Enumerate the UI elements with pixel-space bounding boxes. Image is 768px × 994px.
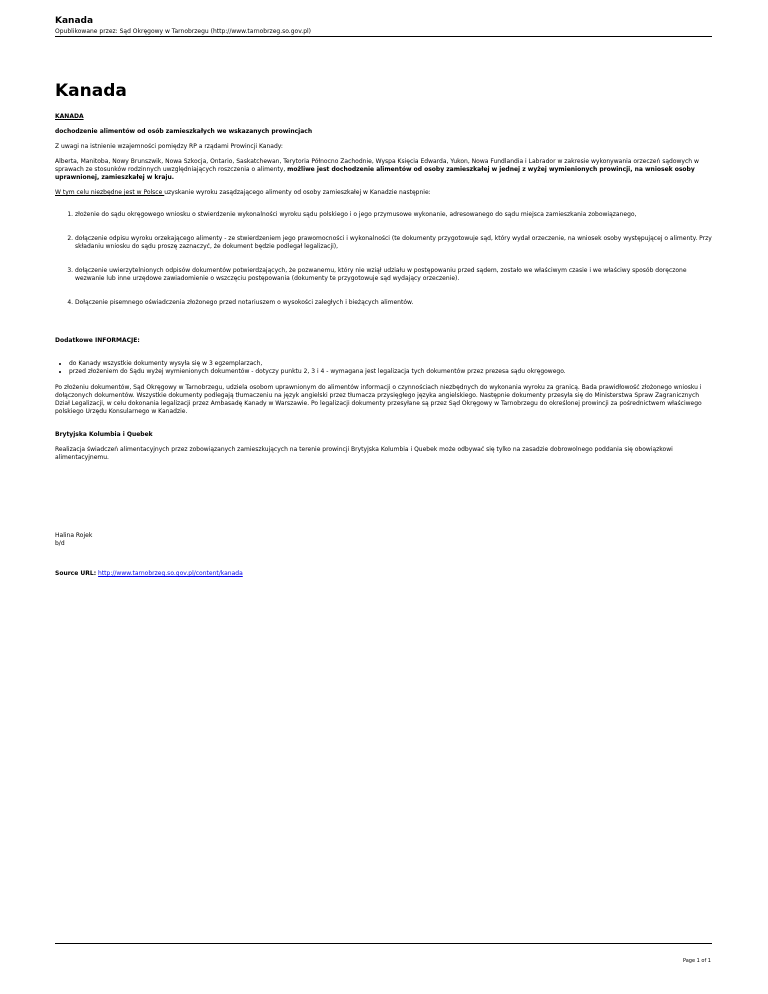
steps-list — [55, 211, 712, 307]
provinces-bold-text: możliwe jest dochodzenie alimentów od osoby zamieszkałej w jednej z wyżej wymienionych prowincji, na wniosek osoby uprawnionej, zamieszkałej w kraju. — [55, 166, 695, 181]
intro-paragraph: Z uwagi na istnienie wzajemności pomiędzy RP a rządami Prowincji Kanady: — [55, 143, 283, 150]
provinces-text: Alberta, Manitoba, Nowy Brunszwik, Nowa Szkocja, Ontario, Saskatchewan, Terytoria Północno Zachodnie, Wyspa Księcia Edwarda, Yukon, Nowa Fundlandia i Labrador w zakresie wykonywania orzeczeń sądowych w sprawach ze stosunków rodzinnych uwzględniających roszczenia o alimenty, — [55, 158, 699, 173]
source-url-label: Source URL: — [55, 570, 97, 577]
header-published-by: Opublikowane przez: Sąd Okręgowy w Tarnobrzegu (http://www.tarnobrzeg.so.gov.pl) — [55, 28, 312, 35]
source-url-link[interactable]: http://www.tarnobrzeg.so.gov.pl/content/kanada — [98, 570, 243, 577]
source-url-line — [55, 570, 712, 578]
footer-divider — [55, 943, 712, 944]
bc-paragraph: Realizacja świadczeń alimentacyjnych przez zobowiązanych zamieszkujących na terenie prowincji Brytyjska Kolumbia i Quebek może odbywać się tylko na zasadzie dobrowolnego poddania się obowiązkowi alimentacyjnemu. — [55, 446, 673, 461]
bc-heading: Brytyjska Kolumbia i Quebek — [55, 431, 153, 438]
provinces-paragraph — [55, 158, 712, 182]
author-note: b/d — [55, 540, 65, 547]
list-item: • przed złożeniem do Sądu wyżej wymienionych dokumentów - dotyczy punktu 2, 3 i 4 - wymagana jest legalizacja tych dokumentów przez prezesa sądu okręgowego. — [69, 368, 712, 376]
requirements-underlined: W tym celu niezbędne jest w Polsce — [55, 189, 165, 196]
additional-info-heading: Dodatkowe INFORMACJE: — [55, 337, 140, 344]
page-number: Page 1 of 1 — [682, 958, 711, 964]
additional-info-list — [55, 360, 712, 376]
list-item: • do Kanady wszystkie dokumenty wysyła się w 3 egzemplarzach, — [69, 360, 712, 368]
list-item: 4. Dołączenie pisemnego oświadczenia złożonego przed notariuszem o wysokości zaległych i bieżących alimentów. — [75, 299, 712, 307]
procedure-paragraph: Po złożeniu dokumentów, Sąd Okręgowy w Tarnobrzegu, udziela osobom uprawnionym do alimentów informacji o czynnościach niezbędnych do wykonania wyroku za granicą. Bada prawidłowość złożonego wniosku i dołączonych dokumentów. Wszystkie dokumenty podlegają tłumaczeniu na język angielski przez tłumacza przysięgłego języka angielskiego. Następnie dokumenty przesyła się do Ministerstwa Spraw Zagranicznych Dział Legalizacji, w celu dokonania legalizacji przez Ambasadę Kanady w Warszawie. Po legalizacji dokumenty przesyłane są przez Sąd Okręgowy w Tarnobrzegu do określonej prowincji za pośrednictwem właściwego polskiego Urzędu Konsularnego w Kanadzie. — [55, 384, 702, 415]
list-item: 3. dołączenie uwierzytelnionych odpisów dokumentów potwierdzających, że pozwanemu, który nie wziął udziału w postępowaniu przed sądem, zostało we właściwym czasie i we właściwy sposób doręczone wezwanie lub inne urzędowe zawiadomienie o wszczęciu postępowania (dokumenty te przygotowuje sąd wydający orzeczenie). — [75, 267, 712, 283]
requirements-paragraph — [55, 189, 712, 197]
section-label: KANADA — [55, 113, 84, 120]
print-header — [55, 16, 712, 36]
header-divider — [55, 36, 712, 37]
list-item: 2. dołączenie odpisu wyroku orzekającego alimenty - ze stwierdzeniem jego prawomocności i wykonalności (te dokumenty przygotowuje sąd, który wydał orzeczenie, na wniosek osoby występującej o alimenty. Przy składaniu wniosku do sądu proszę zaznaczyć, że dokument będzie podlegał legalizacji), — [75, 235, 712, 251]
requirements-text: uzyskanie wyroku zasądzającego alimenty od osoby zamieszkałej w Kanadzie następnie: — [164, 189, 431, 196]
page-title: Kanada — [55, 81, 127, 101]
article — [55, 80, 712, 585]
list-item: 1. złożenie do sądu okręgowego wniosku o stwierdzenie wykonalności wyroku sądu polskiego i o jego przymusowe wykonanie, adresowanego do sądu miejsca zamieszkania zobowiązanego, — [75, 211, 712, 219]
author-name: Halina Rojek — [55, 532, 93, 539]
header-title: Kanada — [55, 16, 94, 26]
article-subtitle: dochodzenie alimentów od osób zamieszkałych we wskazanych prowincjach — [55, 128, 313, 135]
